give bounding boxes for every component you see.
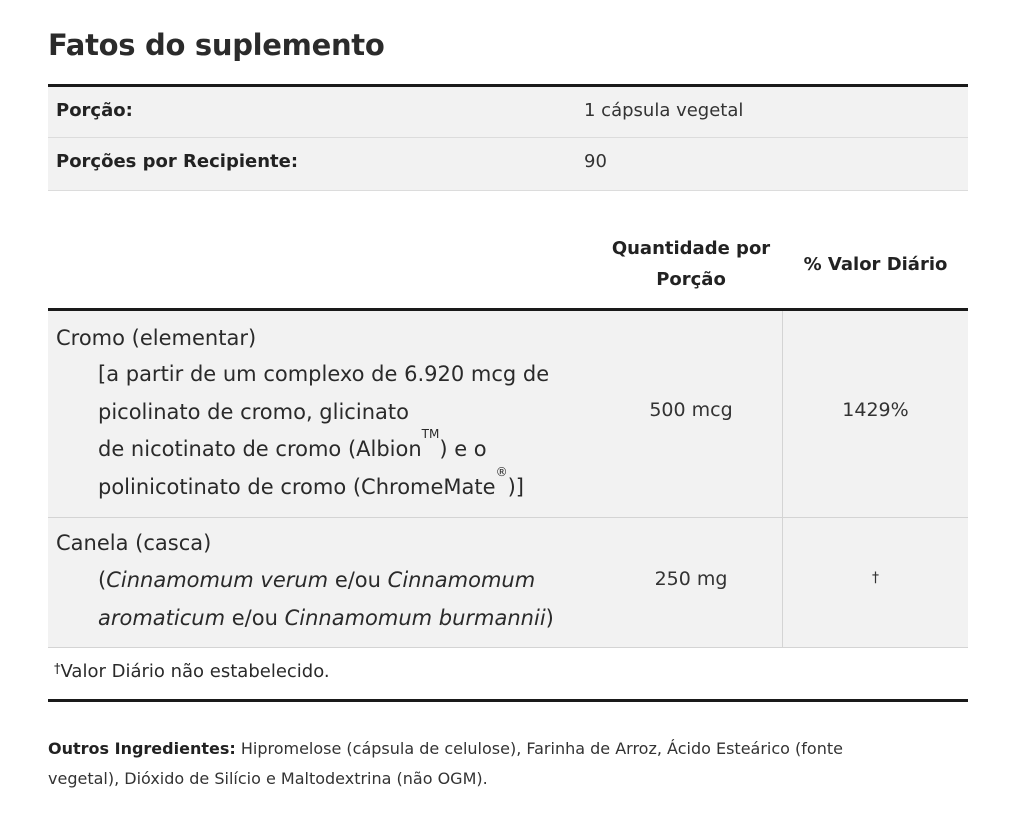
registered-symbol: ® [495, 464, 508, 479]
panel-title: Fatos do suplemento [48, 28, 385, 62]
species-name: Cinnamomum [387, 568, 536, 592]
trademark-symbol: TM [421, 427, 440, 441]
detail-text: de nicotinato de cromo (Albion [98, 437, 422, 461]
serving-size-value: 1 cápsula vegetal [584, 100, 744, 121]
detail-text: e/ou [225, 605, 285, 630]
daily-value-header: % Valor Diário [803, 254, 948, 275]
ingredient-name: Canela (casca) [56, 531, 212, 555]
detail-line [98, 562, 554, 600]
detail-line [98, 427, 549, 469]
other-ingredients-text: Hipromelose (cápsula de celulose), Farinha de Arroz, Ácido Esteárico (fonte [235, 739, 843, 758]
serving-size-label: Porção: [56, 100, 133, 121]
ingredient-amount: 250 mg [654, 568, 728, 590]
servings-per-container-row [48, 138, 968, 191]
serving-size-row [48, 87, 968, 138]
other-ingredients [48, 734, 948, 794]
detail-line [98, 600, 554, 638]
ingredient-amount: 500 mcg [649, 399, 733, 421]
bottom-rule [48, 699, 968, 702]
servings-label: Porções por Recipiente: [56, 151, 299, 172]
detail-text: )] [507, 474, 524, 499]
other-ingredients-line [48, 734, 948, 764]
table-row [48, 311, 968, 518]
table-row [48, 518, 968, 648]
ingredient-name: Cromo (elementar) [56, 326, 257, 350]
ingredient-daily-value: † [872, 570, 879, 586]
detail-line [98, 464, 549, 507]
amount-header-line1: Quantidade por [611, 238, 771, 259]
detail-text: ) [545, 605, 554, 630]
species-name: aromaticum [98, 605, 226, 630]
detail-line: [a partir de um complexo de 6.920 mcg de [98, 362, 550, 386]
amount-header-line2: Porção [656, 269, 726, 290]
detail-text: polinicotinato de cromo (ChromeMate [98, 474, 496, 499]
detail-line: picolinato de cromo, glicinato [98, 399, 409, 424]
detail-text: e/ou [328, 568, 388, 592]
other-ingredients-line: vegetal), Dióxido de Silício e Maltodextrina (não OGM). [48, 769, 488, 788]
amount-per-serving-header [593, 233, 789, 295]
ingredient-daily-value: 1429% [842, 399, 909, 421]
footnote [54, 661, 330, 682]
footnote-text: Valor Diário não estabelecido. [60, 661, 330, 682]
dagger-symbol: † [54, 662, 61, 677]
ingredient-detail [98, 562, 554, 637]
detail-text: ( [98, 568, 107, 592]
servings-value: 90 [584, 151, 607, 172]
species-name: Cinnamomum burmannii [284, 605, 546, 630]
detail-text: ) e o [439, 437, 487, 461]
other-ingredients-label: Outros Ingredientes: [48, 739, 236, 758]
ingredient-detail [98, 356, 549, 506]
species-name: Cinnamomum verum [106, 568, 329, 592]
